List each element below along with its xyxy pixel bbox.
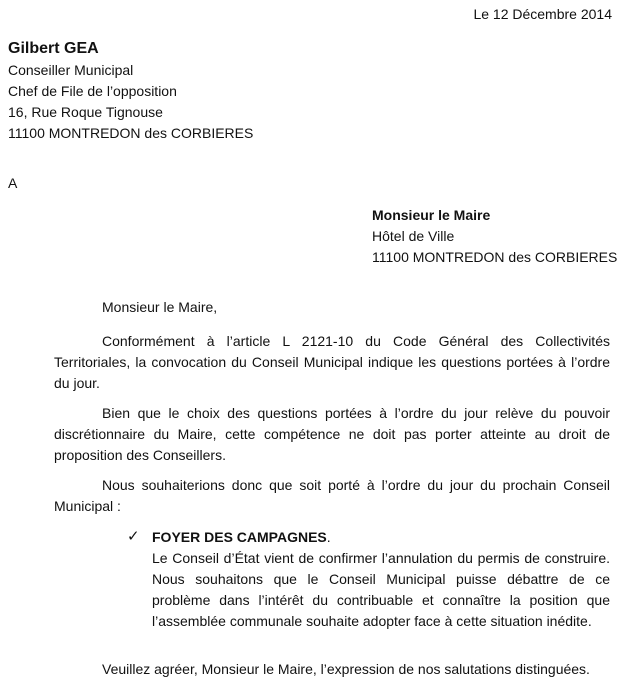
sender-city: 11100 MONTREDON des CORBIERES bbox=[8, 125, 254, 141]
agenda-item-heading bbox=[152, 527, 610, 548]
agenda-item-text: Le Conseil d’État vient de confirmer l’annulation du permis de construire. Nous souhaitons que le Conseil Municipal puisse débattre de ce problème dans l’intérêt du contribuable et connaître la position que l’assemblée communale souhaite adopter face à cette situation inédite. bbox=[152, 550, 610, 629]
agenda-item-title-suffix: . bbox=[326, 529, 331, 545]
sender-name: Gilbert GEA bbox=[8, 40, 99, 57]
paragraph-1: Conformément à l’article L 2121-10 du Code Général des Collectivités Territoriales, la convocation du Conseil Municipal indique les questions portées à l’ordre du jour. bbox=[54, 333, 610, 391]
recipient-place: Hôtel de Ville bbox=[372, 228, 455, 244]
sender-block bbox=[8, 38, 253, 144]
salutation: Monsieur le Maire, bbox=[102, 299, 218, 315]
to-label: A bbox=[8, 175, 18, 191]
closing-formula: Veuillez agréer, Monsieur le Maire, l’expression de nos salutations distinguées. bbox=[102, 661, 590, 677]
sender-street: 16, Rue Roque Tignouse bbox=[8, 104, 163, 120]
agenda-item-title: FOYER DES CAMPAGNES bbox=[152, 529, 327, 545]
recipient-block bbox=[372, 205, 617, 268]
recipient-city: 11100 MONTREDON des CORBIERES bbox=[372, 249, 618, 265]
checkmark-icon: ✓ bbox=[127, 528, 140, 545]
recipient-name: Monsieur le Maire bbox=[372, 207, 491, 223]
letter-date: Le 12 Décembre 2014 bbox=[473, 6, 612, 22]
agenda-item bbox=[152, 527, 610, 632]
sender-role: Chef de File de l’opposition bbox=[8, 83, 177, 99]
paragraph-3: Nous souhaiterions donc que soit porté à l’ordre du jour du prochain Conseil Municipal : bbox=[54, 477, 610, 514]
paragraph-2: Bien que le choix des questions portées à l’ordre du jour relève du pouvoir discrétionnaire du Maire, cette compétence ne doit pas porter atteinte au droit de proposition des Conseillers. bbox=[54, 405, 610, 463]
sender-title: Conseiller Municipal bbox=[8, 62, 134, 78]
